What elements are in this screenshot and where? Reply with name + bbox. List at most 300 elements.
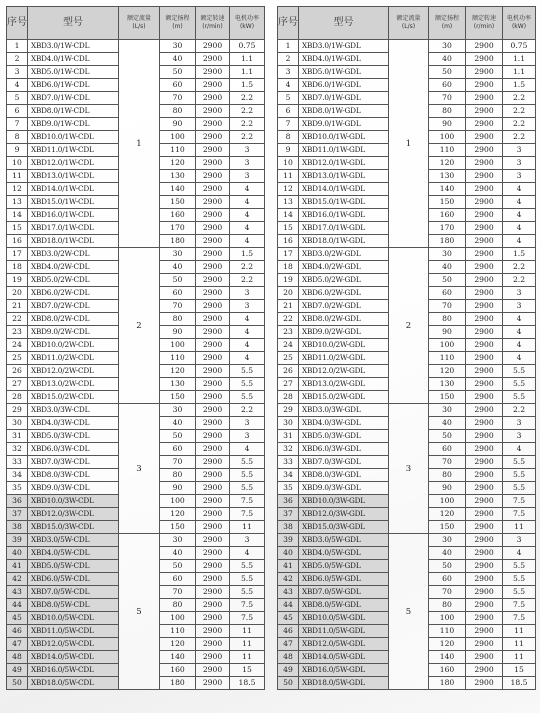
header-power: [503, 7, 536, 40]
cell-rated-speed: 2900: [196, 170, 230, 183]
cell-model-name: XBD18.0/1W-CDL: [28, 235, 119, 248]
cell-model-name: XBD3.0/2W-CDL: [28, 248, 119, 261]
header-head-label: 额定扬程: [434, 15, 459, 22]
cell-model-name: XBD11.0/5W-GDL: [299, 625, 389, 638]
cell-rated-head: 100: [160, 131, 196, 144]
cell-model-name: XBD5.0/3W-CDL: [28, 430, 119, 443]
cell-rated-speed: 2900: [196, 365, 230, 378]
cell-rated-head: 50: [160, 560, 196, 573]
cell-row-number: 9: [7, 144, 28, 157]
cell-row-number: 27: [7, 378, 28, 391]
cell-motor-power: 5.5: [503, 365, 536, 378]
cell-motor-power: 3: [503, 287, 536, 300]
cell-row-number: 4: [7, 79, 28, 92]
table-row: [7, 534, 265, 547]
cell-rated-speed: 2900: [466, 66, 503, 79]
cell-motor-power: 5.5: [503, 586, 536, 599]
cell-row-number: 39: [7, 534, 28, 547]
header-power-label: 电机功率: [506, 15, 531, 22]
cell-motor-power: 0.75: [230, 40, 265, 53]
cell-rated-head: 110: [160, 625, 196, 638]
cell-model-name: XBD4.0/1W-CDL: [28, 53, 119, 66]
cell-rated-speed: 2900: [466, 430, 503, 443]
cell-model-name: XBD12.0/5W-GDL: [299, 638, 389, 651]
cell-rated-speed: 2900: [466, 326, 503, 339]
cell-motor-power: 4: [230, 326, 265, 339]
cell-rated-head: 130: [429, 170, 466, 183]
cell-row-number: 15: [278, 222, 299, 235]
cell-row-number: 45: [7, 612, 28, 625]
cell-model-name: XBD11.0/1W-GDL: [299, 144, 389, 157]
cell-row-number: 30: [278, 417, 299, 430]
cell-rated-head: 80: [160, 313, 196, 326]
cell-model-name: XBD3.0/2W-GDL: [299, 248, 389, 261]
cell-model-name: XBD10.0/2W-GDL: [299, 339, 389, 352]
cell-rated-head: 140: [429, 183, 466, 196]
cell-rated-head: 80: [429, 469, 466, 482]
cell-rated-speed: 2900: [466, 664, 503, 677]
cell-rated-head: 80: [160, 105, 196, 118]
cell-rated-speed: 2900: [196, 586, 230, 599]
cell-rated-speed: 2900: [466, 92, 503, 105]
cell-rated-flow: 5: [389, 534, 429, 690]
cell-rated-head: 90: [160, 326, 196, 339]
header-no: 序号: [278, 7, 299, 40]
cell-rated-head: 70: [429, 300, 466, 313]
cell-row-number: 24: [7, 339, 28, 352]
cell-rated-speed: 2900: [196, 131, 230, 144]
cell-model-name: XBD7.0/5W-CDL: [28, 586, 119, 599]
cell-row-number: 46: [7, 625, 28, 638]
cell-motor-power: 1.1: [230, 66, 265, 79]
cell-model-name: XBD13.0/2W-CDL: [28, 378, 119, 391]
cell-row-number: 37: [7, 508, 28, 521]
cell-rated-speed: 2900: [196, 391, 230, 404]
cell-model-name: XBD9.0/3W-GDL: [299, 482, 389, 495]
cell-row-number: 49: [7, 664, 28, 677]
cell-row-number: 44: [278, 599, 299, 612]
table-row: [278, 248, 536, 261]
cell-rated-speed: 2900: [466, 287, 503, 300]
cell-motor-power: 5.5: [230, 378, 265, 391]
cell-motor-power: 4: [503, 313, 536, 326]
cell-rated-speed: 2900: [466, 183, 503, 196]
cell-rated-head: 80: [429, 599, 466, 612]
cell-row-number: 16: [278, 235, 299, 248]
cell-rated-head: 50: [160, 430, 196, 443]
cell-row-number: 37: [278, 508, 299, 521]
cell-model-name: XBD4.0/5W-CDL: [28, 547, 119, 560]
cell-rated-speed: 2900: [466, 157, 503, 170]
cell-rated-speed: 2900: [466, 170, 503, 183]
cell-rated-head: 80: [160, 599, 196, 612]
cell-rated-speed: 2900: [466, 313, 503, 326]
cell-motor-power: 18.5: [503, 677, 536, 690]
cell-motor-power: 5.5: [230, 586, 265, 599]
cell-row-number: 32: [7, 443, 28, 456]
cell-rated-head: 170: [429, 222, 466, 235]
cell-model-name: XBD8.0/1W-CDL: [28, 105, 119, 118]
cell-rated-speed: 2900: [466, 638, 503, 651]
cell-model-name: XBD8.0/5W-CDL: [28, 599, 119, 612]
cell-rated-speed: 2900: [196, 508, 230, 521]
cell-row-number: 13: [7, 196, 28, 209]
cell-motor-power: 4: [230, 222, 265, 235]
cell-model-name: XBD14.0/5W-CDL: [28, 651, 119, 664]
cell-motor-power: 4: [503, 547, 536, 560]
cell-model-name: XBD14.0/5W-GDL: [299, 651, 389, 664]
cell-rated-speed: 2900: [196, 651, 230, 664]
cell-rated-speed: 2900: [466, 131, 503, 144]
cell-model-name: XBD6.0/2W-CDL: [28, 287, 119, 300]
cell-rated-speed: 2900: [196, 105, 230, 118]
cell-row-number: 25: [278, 352, 299, 365]
table-header-row: [278, 7, 536, 40]
cell-motor-power: 2.2: [230, 404, 265, 417]
cell-motor-power: 5.5: [503, 456, 536, 469]
cell-row-number: 29: [7, 404, 28, 417]
cell-row-number: 36: [278, 495, 299, 508]
cell-model-name: XBD7.0/1W-CDL: [28, 92, 119, 105]
cell-rated-head: 90: [429, 326, 466, 339]
cell-model-name: XBD13.0/1W-CDL: [28, 170, 119, 183]
cell-model-name: XBD3.0/3W-CDL: [28, 404, 119, 417]
cell-rated-speed: 2900: [196, 521, 230, 534]
cell-model-name: XBD7.0/5W-GDL: [299, 586, 389, 599]
cell-rated-head: 60: [160, 573, 196, 586]
cell-rated-speed: 2900: [196, 599, 230, 612]
cell-model-name: XBD8.0/2W-CDL: [28, 313, 119, 326]
cell-rated-head: 60: [160, 443, 196, 456]
cell-rated-flow: 1: [119, 40, 160, 248]
cell-motor-power: 15: [503, 664, 536, 677]
cell-model-name: XBD4.0/2W-CDL: [28, 261, 119, 274]
cell-motor-power: 3: [230, 417, 265, 430]
cell-model-name: XBD10.0/5W-GDL: [299, 612, 389, 625]
cell-model-name: XBD5.0/1W-GDL: [299, 66, 389, 79]
cell-model-name: XBD16.0/1W-GDL: [299, 209, 389, 222]
cell-rated-head: 110: [160, 352, 196, 365]
cell-model-name: XBD6.0/5W-GDL: [299, 573, 389, 586]
cell-model-name: XBD15.0/3W-GDL: [299, 521, 389, 534]
cell-model-name: XBD4.0/2W-GDL: [299, 261, 389, 274]
cell-row-number: 12: [7, 183, 28, 196]
cell-model-name: XBD8.0/2W-GDL: [299, 313, 389, 326]
cell-rated-speed: 2900: [466, 222, 503, 235]
cell-row-number: 33: [7, 456, 28, 469]
cell-motor-power: 3: [503, 430, 536, 443]
cell-model-name: XBD4.0/5W-GDL: [299, 547, 389, 560]
cell-motor-power: 5.5: [503, 469, 536, 482]
cell-rated-speed: 2900: [196, 677, 230, 690]
cell-row-number: 43: [278, 586, 299, 599]
cell-row-number: 42: [278, 573, 299, 586]
cell-rated-head: 70: [160, 92, 196, 105]
cell-motor-power: 11: [503, 521, 536, 534]
cell-rated-speed: 2900: [466, 677, 503, 690]
cell-rated-head: 120: [160, 508, 196, 521]
cell-motor-power: 4: [230, 183, 265, 196]
cell-motor-power: 7.5: [230, 599, 265, 612]
cell-row-number: 10: [7, 157, 28, 170]
cell-rated-head: 50: [429, 66, 466, 79]
cell-motor-power: 3: [230, 300, 265, 313]
cell-model-name: XBD16.0/1W-CDL: [28, 209, 119, 222]
cell-model-name: XBD17.0/1W-GDL: [299, 222, 389, 235]
cell-rated-speed: 2900: [466, 352, 503, 365]
cell-rated-head: 30: [429, 40, 466, 53]
cell-rated-speed: 2900: [466, 391, 503, 404]
cell-rated-speed: 2900: [196, 157, 230, 170]
cell-rated-head: 170: [160, 222, 196, 235]
cell-model-name: XBD3.0/1W-CDL: [28, 40, 119, 53]
table-header-row: [7, 7, 265, 40]
cell-model-name: XBD9.0/1W-GDL: [299, 118, 389, 131]
cell-row-number: 26: [7, 365, 28, 378]
cell-rated-speed: 2900: [466, 209, 503, 222]
cell-motor-power: 2.2: [503, 118, 536, 131]
cell-model-name: XBD17.0/1W-CDL: [28, 222, 119, 235]
cell-rated-head: 100: [160, 612, 196, 625]
cell-row-number: 4: [278, 79, 299, 92]
cell-model-name: XBD12.0/2W-GDL: [299, 365, 389, 378]
cell-rated-head: 50: [429, 430, 466, 443]
cell-rated-speed: 2900: [196, 92, 230, 105]
cell-rated-head: 120: [160, 365, 196, 378]
cell-motor-power: 1.5: [503, 79, 536, 92]
cell-row-number: 24: [278, 339, 299, 352]
cell-model-name: XBD7.0/3W-CDL: [28, 456, 119, 469]
cell-rated-speed: 2900: [466, 365, 503, 378]
cell-model-name: XBD9.0/2W-GDL: [299, 326, 389, 339]
cell-rated-head: 50: [160, 66, 196, 79]
cell-row-number: 42: [7, 573, 28, 586]
cell-row-number: 31: [278, 430, 299, 443]
table-row: [7, 404, 265, 417]
cell-model-name: XBD13.0/2W-GDL: [299, 378, 389, 391]
cell-rated-head: 90: [429, 118, 466, 131]
cell-rated-head: 100: [429, 612, 466, 625]
cell-motor-power: 7.5: [503, 495, 536, 508]
cell-rated-speed: 2900: [466, 560, 503, 573]
cell-rated-head: 150: [429, 391, 466, 404]
cell-row-number: 34: [7, 469, 28, 482]
cell-row-number: 6: [278, 105, 299, 118]
header-speed: [196, 7, 230, 40]
cell-model-name: XBD18.0/5W-GDL: [299, 677, 389, 690]
cell-row-number: 23: [278, 326, 299, 339]
cell-rated-head: 180: [160, 235, 196, 248]
cell-row-number: 20: [278, 287, 299, 300]
cell-row-number: 7: [278, 118, 299, 131]
cell-rated-speed: 2900: [466, 573, 503, 586]
cell-row-number: 21: [278, 300, 299, 313]
cell-rated-speed: 2900: [196, 456, 230, 469]
cell-motor-power: 7.5: [230, 495, 265, 508]
cell-row-number: 2: [7, 53, 28, 66]
header-model: 型号: [299, 7, 389, 40]
cell-motor-power: 18.5: [230, 677, 265, 690]
cell-model-name: XBD12.0/3W-CDL: [28, 508, 119, 521]
cell-rated-speed: 2900: [466, 274, 503, 287]
cell-rated-head: 130: [160, 170, 196, 183]
cell-rated-speed: 2900: [196, 79, 230, 92]
cell-model-name: XBD16.0/5W-GDL: [299, 664, 389, 677]
cell-motor-power: 3: [503, 534, 536, 547]
cell-row-number: 48: [278, 651, 299, 664]
cell-row-number: 5: [7, 92, 28, 105]
cell-motor-power: 5.5: [230, 456, 265, 469]
cell-model-name: XBD11.0/2W-CDL: [28, 352, 119, 365]
cell-rated-head: 160: [160, 664, 196, 677]
cell-model-name: XBD3.0/1W-GDL: [299, 40, 389, 53]
header-speed-unit: (r/min): [202, 23, 223, 30]
cell-row-number: 17: [7, 248, 28, 261]
cell-rated-head: 150: [160, 521, 196, 534]
cell-row-number: 40: [278, 547, 299, 560]
cell-model-name: XBD3.0/5W-CDL: [28, 534, 119, 547]
cell-rated-head: 40: [429, 53, 466, 66]
cell-rated-speed: 2900: [196, 261, 230, 274]
cell-rated-head: 120: [429, 365, 466, 378]
cell-row-number: 19: [7, 274, 28, 287]
cell-rated-speed: 2900: [466, 625, 503, 638]
cell-motor-power: 4: [230, 235, 265, 248]
cell-rated-speed: 2900: [196, 53, 230, 66]
cell-motor-power: 1.5: [503, 248, 536, 261]
cell-rated-speed: 2900: [196, 560, 230, 573]
cell-rated-head: 90: [160, 482, 196, 495]
cell-model-name: XBD6.0/2W-GDL: [299, 287, 389, 300]
cell-model-name: XBD14.0/1W-GDL: [299, 183, 389, 196]
cell-motor-power: 11: [503, 625, 536, 638]
cell-model-name: XBD4.0/3W-GDL: [299, 417, 389, 430]
table-body: [7, 40, 265, 690]
cell-row-number: 48: [7, 651, 28, 664]
cell-rated-head: 130: [160, 378, 196, 391]
cell-motor-power: 2.2: [230, 105, 265, 118]
cell-rated-speed: 2900: [466, 495, 503, 508]
cell-motor-power: 4: [230, 352, 265, 365]
cell-motor-power: 7.5: [230, 612, 265, 625]
cell-rated-speed: 2900: [466, 534, 503, 547]
cell-row-number: 15: [7, 222, 28, 235]
cell-motor-power: 2.2: [230, 274, 265, 287]
cell-rated-head: 40: [429, 547, 466, 560]
cell-motor-power: 1.5: [230, 79, 265, 92]
cell-motor-power: 3: [230, 170, 265, 183]
cell-rated-speed: 2900: [196, 495, 230, 508]
cell-motor-power: 5.5: [503, 573, 536, 586]
cell-model-name: XBD15.0/1W-CDL: [28, 196, 119, 209]
cell-motor-power: 3: [503, 144, 536, 157]
cell-rated-speed: 2900: [466, 53, 503, 66]
header-head: [160, 7, 196, 40]
cell-rated-speed: 2900: [466, 235, 503, 248]
cell-motor-power: 5.5: [230, 573, 265, 586]
header-no: 序号: [7, 7, 28, 40]
cell-rated-head: 100: [429, 131, 466, 144]
cell-row-number: 13: [278, 196, 299, 209]
cell-row-number: 1: [278, 40, 299, 53]
cell-rated-speed: 2900: [196, 326, 230, 339]
cell-motor-power: 4: [503, 339, 536, 352]
cell-motor-power: 4: [503, 235, 536, 248]
cell-model-name: XBD8.0/3W-GDL: [299, 469, 389, 482]
cell-rated-head: 80: [429, 105, 466, 118]
cell-rated-head: 100: [160, 495, 196, 508]
cell-rated-speed: 2900: [196, 274, 230, 287]
cell-rated-speed: 2900: [196, 612, 230, 625]
cell-row-number: 26: [278, 365, 299, 378]
cell-rated-head: 60: [429, 573, 466, 586]
cell-rated-head: 40: [429, 417, 466, 430]
cell-rated-flow: 5: [119, 534, 160, 690]
cell-model-name: XBD5.0/5W-CDL: [28, 560, 119, 573]
cell-model-name: XBD10.0/3W-CDL: [28, 495, 119, 508]
cell-motor-power: 2.2: [503, 131, 536, 144]
cell-motor-power: 5.5: [503, 482, 536, 495]
cell-rated-speed: 2900: [466, 443, 503, 456]
cell-model-name: XBD13.0/1W-GDL: [299, 170, 389, 183]
cell-rated-speed: 2900: [466, 612, 503, 625]
cell-rated-head: 50: [429, 560, 466, 573]
cell-model-name: XBD18.0/1W-GDL: [299, 235, 389, 248]
cell-row-number: 34: [278, 469, 299, 482]
cell-rated-head: 70: [160, 456, 196, 469]
cell-rated-head: 120: [160, 157, 196, 170]
cell-row-number: 18: [278, 261, 299, 274]
cell-row-number: 39: [278, 534, 299, 547]
cell-motor-power: 4: [230, 196, 265, 209]
cell-rated-head: 100: [429, 495, 466, 508]
cell-rated-speed: 2900: [196, 664, 230, 677]
cell-rated-head: 60: [160, 287, 196, 300]
cell-motor-power: 4: [503, 209, 536, 222]
cell-rated-speed: 2900: [466, 79, 503, 92]
cell-rated-speed: 2900: [466, 482, 503, 495]
cell-model-name: XBD11.0/5W-CDL: [28, 625, 119, 638]
cell-row-number: 33: [278, 456, 299, 469]
table-row: [7, 40, 265, 53]
cell-row-number: 41: [278, 560, 299, 573]
cell-motor-power: 4: [503, 196, 536, 209]
cell-row-number: 20: [7, 287, 28, 300]
cell-model-name: XBD7.0/3W-GDL: [299, 456, 389, 469]
header-flow-label: 额定流量: [126, 15, 151, 22]
cell-row-number: 3: [7, 66, 28, 79]
cell-rated-speed: 2900: [196, 430, 230, 443]
cell-rated-speed: 2900: [196, 209, 230, 222]
cell-model-name: XBD12.0/2W-CDL: [28, 365, 119, 378]
header-flow-label: 额定流量: [396, 15, 421, 22]
cell-motor-power: 5.5: [230, 560, 265, 573]
cell-rated-head: 50: [160, 274, 196, 287]
cell-rated-speed: 2900: [196, 196, 230, 209]
cell-row-number: 27: [278, 378, 299, 391]
cell-rated-speed: 2900: [196, 339, 230, 352]
cell-rated-speed: 2900: [196, 638, 230, 651]
cell-rated-head: 180: [429, 235, 466, 248]
cell-rated-head: 110: [429, 144, 466, 157]
table-row: [278, 40, 536, 53]
cell-motor-power: 2.2: [503, 274, 536, 287]
table-row: [7, 248, 265, 261]
cell-row-number: 6: [7, 105, 28, 118]
cell-rated-head: 30: [160, 40, 196, 53]
header-model: 型号: [28, 7, 119, 40]
cell-row-number: 14: [278, 209, 299, 222]
